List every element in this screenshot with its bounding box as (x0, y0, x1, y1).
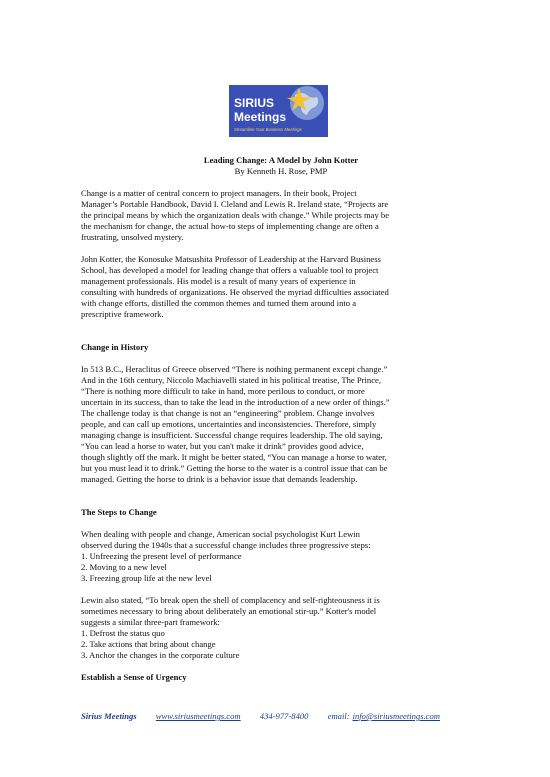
heading-steps-to-change: The Steps to Change (81, 507, 157, 517)
text-line: School, has developed a model for leading change that offers a valuable tool to project (81, 265, 379, 275)
text-line: managing change is insufficient. Successful change requires leadership. The old saying, (81, 430, 383, 440)
footer-email-link[interactable]: info@siriusmeetings.com (352, 711, 441, 721)
text-line: the mechanism for change, the actual how-to steps of implementing change are often a (81, 221, 379, 231)
text-line: frustrating, unsolved mystery. (81, 232, 184, 242)
footer-email-label: email: (327, 711, 350, 721)
heading-sense-of-urgency: Establish a Sense of Urgency (81, 672, 187, 682)
footer-phone: 434-977-8400 (259, 711, 309, 721)
text-line: And in the 16th century, Niccolo Machiavelli stated in his political treatise, The Prince, (81, 375, 381, 385)
list-item: 3. Anchor the changes in the corporate culture (81, 650, 240, 660)
sirius-meetings-logo (229, 85, 328, 137)
article-byline: By Kenneth H. Rose, PMP (234, 166, 328, 176)
text-line: When dealing with people and change, American social psychologist Kurt Lewin (81, 529, 360, 539)
text-line: though slightly off the mark. It might be better stated, “You can manage a horse to water, (81, 452, 387, 462)
text-line: In 513 B.C., Heraclitus of Greece observed “There is nothing permanent except change.” (81, 364, 388, 374)
text-line: uncertain in its success, than to take the lead in the introduction of a new order of things.” (81, 397, 390, 407)
svg-text:Meetings: Meetings (234, 110, 287, 124)
list-item: 1. Defrost the status quo (81, 628, 165, 638)
text-line: The challenge today is that change is not an “engineering” problem. Change involves (81, 408, 375, 418)
footer-website-link[interactable]: www.siriusmeetings.com (155, 711, 241, 721)
text-line: the principal means by which the organization deals with change.” While projects may be (81, 210, 390, 220)
text-line: sometimes necessary to bring about deliberately an emotional stir-up.” Kotter's model (81, 606, 377, 616)
footer-brand: Sirius Meetings (81, 711, 137, 721)
text-line: “You can lead a horse to water, but you can't make it drink” provides good advice, (81, 441, 364, 451)
heading-change-in-history: Change in History (81, 342, 149, 352)
list-item: 2. Moving to a new level (81, 562, 167, 572)
svg-text:SIRIUS: SIRIUS (234, 96, 275, 110)
text-line: managed. Getting the horse to drink is a behavior issue that demands leadership. (81, 474, 358, 484)
text-line: Lewin also stated, “To break open the shell of complacency and self-righteousness it is (81, 595, 380, 605)
text-line: Change is a matter of central concern to project managers. In their book, Project (81, 188, 357, 198)
text-line: consulting with hundreds of organizations. He observed the myriad difficulties associated (81, 287, 389, 297)
text-line: John Kotter, the Konosuke Matsushita Professor of Leadership at the Harvard Business (81, 254, 381, 264)
text-line: but you must lead it to drink.” Getting the horse to the water is a control issue that can be (81, 463, 388, 473)
list-item: 1. Unfreezing the present level of performance (81, 551, 242, 561)
steps-paragraph (81, 529, 481, 584)
text-line: suggests a similar three-part framework: (81, 617, 220, 627)
text-line: with change efforts, distilled the common themes and turned them around into a (81, 298, 357, 308)
text-line: prescriptive framework. (81, 309, 164, 319)
svg-text:Streamline Your Business Meeti: Streamline Your Business Meetings (234, 127, 302, 132)
text-line: Manager’s Portable Handbook, David I. Cleland and Lewis R. Ireland state, “Projects are (81, 199, 389, 209)
history-paragraph (81, 364, 481, 485)
list-item: 2. Take actions that bring about change (81, 639, 216, 649)
page-footer (81, 711, 501, 721)
text-line: observed during the 1940s that a successful change includes three progressive steps: (81, 540, 371, 550)
intro-paragraph-1 (81, 188, 481, 243)
text-line: people, and can call up emotions, uncertainties and inconsistencies. Therefore, simply (81, 419, 377, 429)
article-body (81, 155, 481, 683)
text-line: management professionals. His model is a result of many years of experience in (81, 276, 356, 286)
list-item: 3. Freezing group life at the new level (81, 573, 212, 583)
article-title: Leading Change: A Model by John Kotter (203, 155, 359, 165)
intro-paragraph-2 (81, 254, 481, 320)
text-line: “There is nothing more difficult to take in hand, more perilous to conduct, or more (81, 386, 365, 396)
kotter-paragraph (81, 595, 481, 661)
